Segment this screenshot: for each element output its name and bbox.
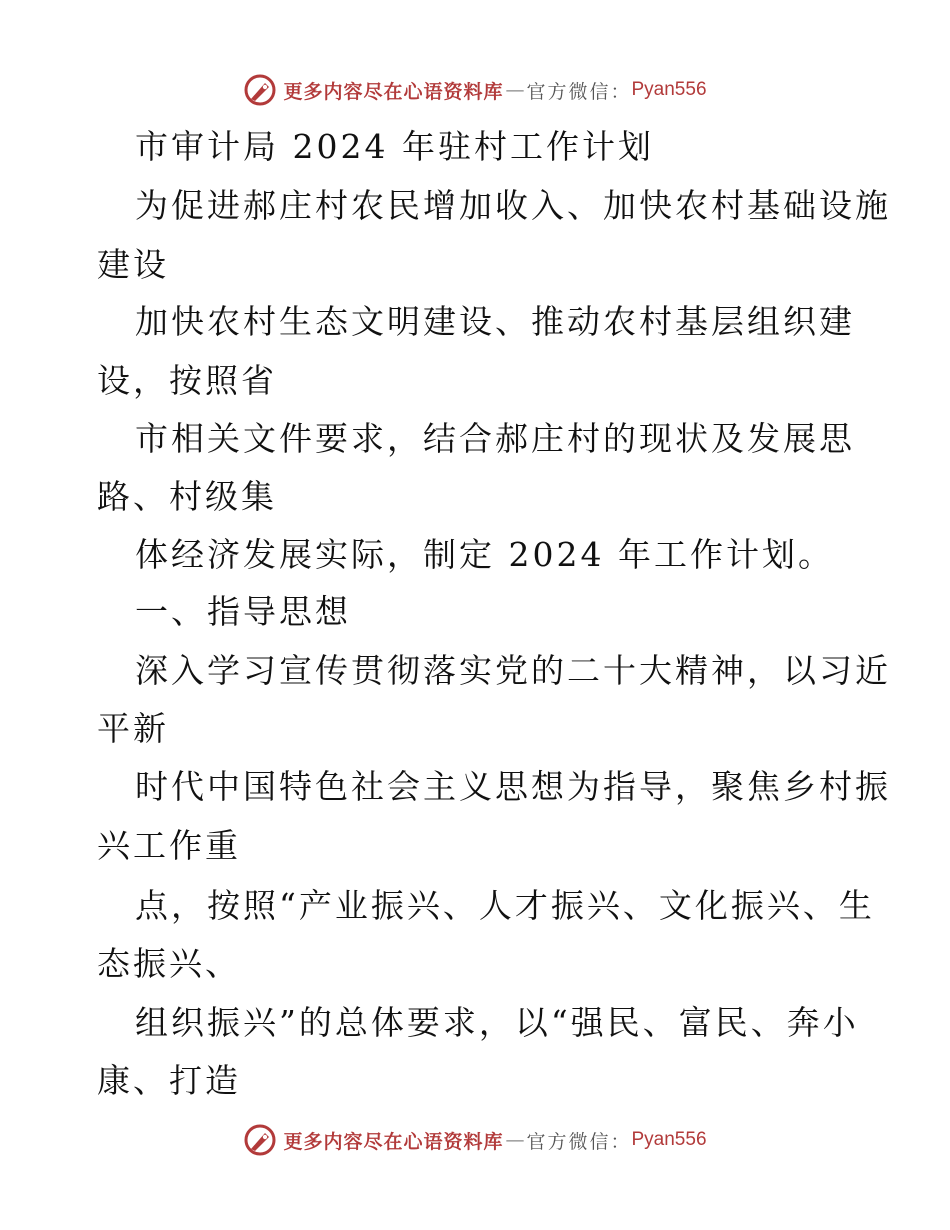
banner-wechat-id: Pyan556 [631, 79, 707, 100]
paragraph-line: 时代中国特色社会主义思想为指导，聚焦乡村振 [135, 767, 891, 806]
banner-wechat-label: 官方微信： [526, 1130, 632, 1153]
section-heading: 一、指导思想 [135, 592, 351, 631]
paragraph-line: 体经济发展实际，制定 2024 年工作计划。 [135, 535, 834, 574]
paragraph-line: 组织振兴”的总体要求，以“强民、富民、奔小 [135, 1003, 859, 1042]
paragraph-line: 加快农村生态文明建设、推动农村基层组织建 [135, 302, 855, 341]
paragraph-line: 态振兴、 [97, 944, 241, 983]
paragraph-line: 为促进郝庄村农民增加收入、加快农村基础设施 [135, 186, 891, 225]
paragraph-line: 市相关文件要求，结合郝庄村的现状及发展思 [135, 419, 855, 458]
pen-nib-logo-icon [243, 1123, 277, 1157]
document-title: 市审计局 2024 年驻村工作计划 [135, 127, 654, 166]
paragraph-line: 路、村级集 [97, 477, 277, 516]
paragraph-line: 平新 [97, 709, 169, 748]
banner-wechat-id: Pyan556 [631, 1129, 707, 1150]
pen-nib-logo-icon [243, 73, 277, 107]
banner-dash: — [505, 1129, 525, 1151]
paragraph-line: 建设 [97, 245, 169, 284]
paragraph-line: 深入学习宣传贯彻落实党的二十大精神，以习近 [135, 651, 891, 690]
header-banner [0, 70, 950, 110]
banner-main-text: 更多内容尽在心语资料库 [283, 80, 504, 103]
footer-banner [0, 1120, 950, 1160]
banner-main-text: 更多内容尽在心语资料库 [283, 1130, 504, 1153]
banner-wechat-label: 官方微信： [526, 80, 632, 103]
paragraph-line: 兴工作重 [97, 826, 241, 865]
banner-dash: — [505, 79, 525, 101]
paragraph-line: 设，按照省 [97, 361, 277, 400]
paragraph-line: 康、打造 [97, 1061, 241, 1100]
paragraph-line: 点，按照“产业振兴、人才振兴、文化振兴、生 [135, 886, 875, 925]
